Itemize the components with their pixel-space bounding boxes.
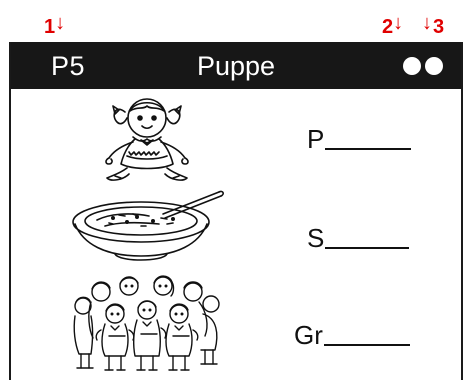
write-line[interactable] <box>324 344 410 346</box>
marker-number: 2 <box>382 16 394 38</box>
annotation-marker-2 <box>382 12 404 38</box>
card-title-word: Puppe <box>197 51 276 81</box>
answer-line-1[interactable] <box>307 125 411 153</box>
marker-number: 3 <box>433 16 445 38</box>
card-code: P5 <box>51 51 86 81</box>
soup-bowl-illustration <box>69 188 229 268</box>
group-of-children-illustration <box>71 274 221 374</box>
answer-line-3[interactable] <box>294 321 410 349</box>
annotation-marker-1 <box>44 12 66 38</box>
answer-prefix: P <box>307 124 325 154</box>
answer-prefix: Gr <box>294 320 323 350</box>
dot-icon <box>403 57 421 75</box>
doll-illustration <box>97 94 197 182</box>
answer-line-2[interactable] <box>307 224 409 252</box>
down-arrow-icon: ↓ <box>393 12 404 34</box>
write-line[interactable] <box>325 247 409 249</box>
card-header <box>11 42 461 89</box>
annotation-marker-3 <box>422 12 445 38</box>
answer-prefix: S <box>307 223 325 253</box>
word-card <box>9 42 463 380</box>
difficulty-dots <box>403 57 443 75</box>
dot-icon <box>425 57 443 75</box>
write-line[interactable] <box>325 148 411 150</box>
down-arrow-icon: ↓ <box>422 12 432 34</box>
down-arrow-icon: ↓ <box>55 12 66 34</box>
marker-number: 1 <box>44 16 56 38</box>
